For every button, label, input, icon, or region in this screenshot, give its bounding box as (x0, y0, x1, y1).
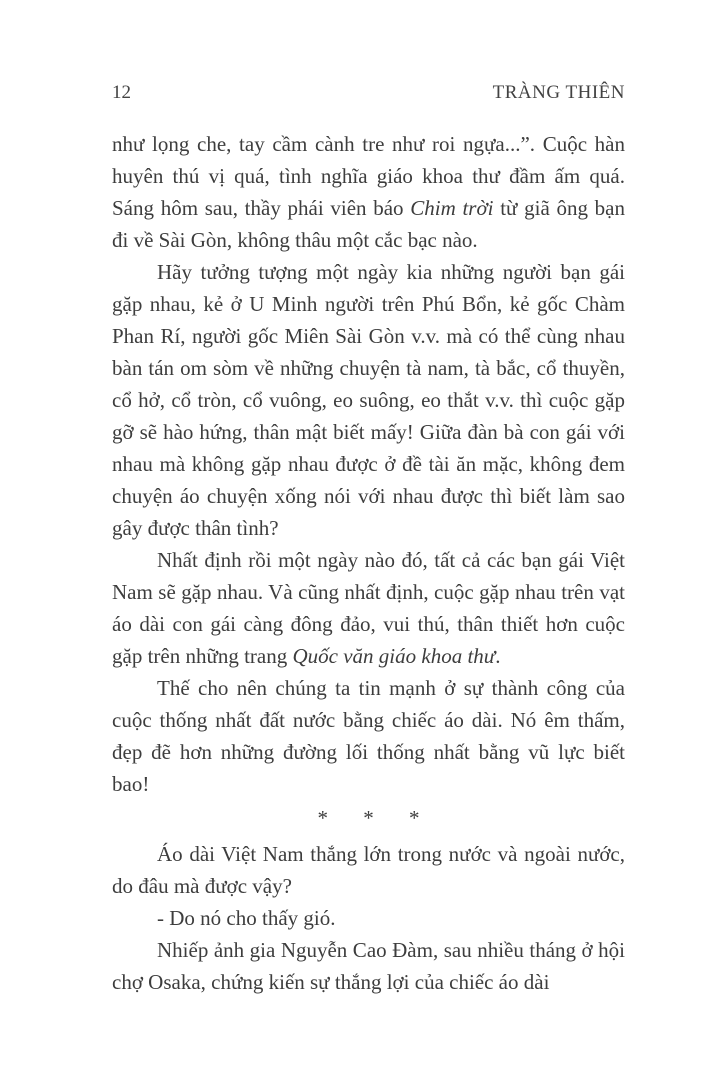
text-run: Nhất định rồi một ngày nào đó, tất cả các bạn gái Việt Nam sẽ gặp nhau. Và cũng nhất định, cuộc gặp nhau trên vạt áo dài con gái càng đông đảo, vui thú, thân thiết hơn cuộc gặp trên những trang (112, 548, 625, 668)
text-paragraph (112, 672, 625, 800)
page-body (112, 128, 625, 998)
text-run: Hãy tưởng tượng một ngày kia những người bạn gái gặp nhau, kẻ ở U Minh người trên Phú Bổn, kẻ gốc Chàm Phan Rí, người gốc Miên Sài Gòn v.v. mà có thể cùng nhau bàn tán om sòm về những chuyện tà nam, tà bắc, cổ thuyền, cổ hở, cổ tròn, cổ vuông, eo suông, eo thắt v.v. thì cuộc gặp gỡ sẽ hào hứng, thân mật biết mấy! Giữa đàn bà con gái với nhau mà không gặp nhau được ở đề tài ăn mặc, không đem chuyện áo chuyện xống nói với nhau được thì biết làm sao gây được thân tình? (112, 260, 625, 540)
text-paragraph (112, 544, 625, 672)
text-run: Nhiếp ảnh gia Nguyễn Cao Đàm, sau nhiều tháng ở hội chợ Osaka, chứng kiến sự thắng lợi của chiếc áo dài (112, 938, 625, 994)
text-run: Áo dài Việt Nam thắng lớn trong nước và ngoài nước, do đâu mà được vậy? (112, 842, 625, 898)
italic-phrase: Quốc văn giáo khoa thư (292, 644, 496, 668)
text-paragraph (112, 256, 625, 544)
page-number: 12 (112, 82, 131, 103)
text-run: - Do nó cho thấy gió. (157, 906, 336, 930)
text-paragraph (112, 128, 625, 256)
section-separator: * * * (317, 806, 420, 830)
page-header (112, 82, 625, 104)
text-paragraph (112, 838, 625, 902)
text-paragraph (112, 902, 625, 934)
text-run: . (495, 644, 501, 668)
text-run: như lọng che, tay cầm cành tre như roi ngựa...”. Cuộc hàn huyên thú vị quá, tình nghĩa giáo khoa thư đầm ấm quá. Sáng hôm sau, thầy phái viên báo (112, 132, 625, 220)
text-run: Thế cho nên chúng ta tin mạnh ở sự thành công của cuộc thống nhất đất nước bằng chiếc áo dài. Nó êm thấm, đẹp đẽ hơn những đường lối thống nhất bằng vũ lực biết bao! (112, 676, 625, 796)
text-run: từ giã ông bạn đi về Sài Gòn, không thâu một cắc bạc nào. (112, 196, 625, 252)
text-paragraph (112, 934, 625, 998)
italic-phrase: Chim trời (410, 196, 494, 220)
running-title: TRÀNG THIÊN (492, 82, 625, 103)
